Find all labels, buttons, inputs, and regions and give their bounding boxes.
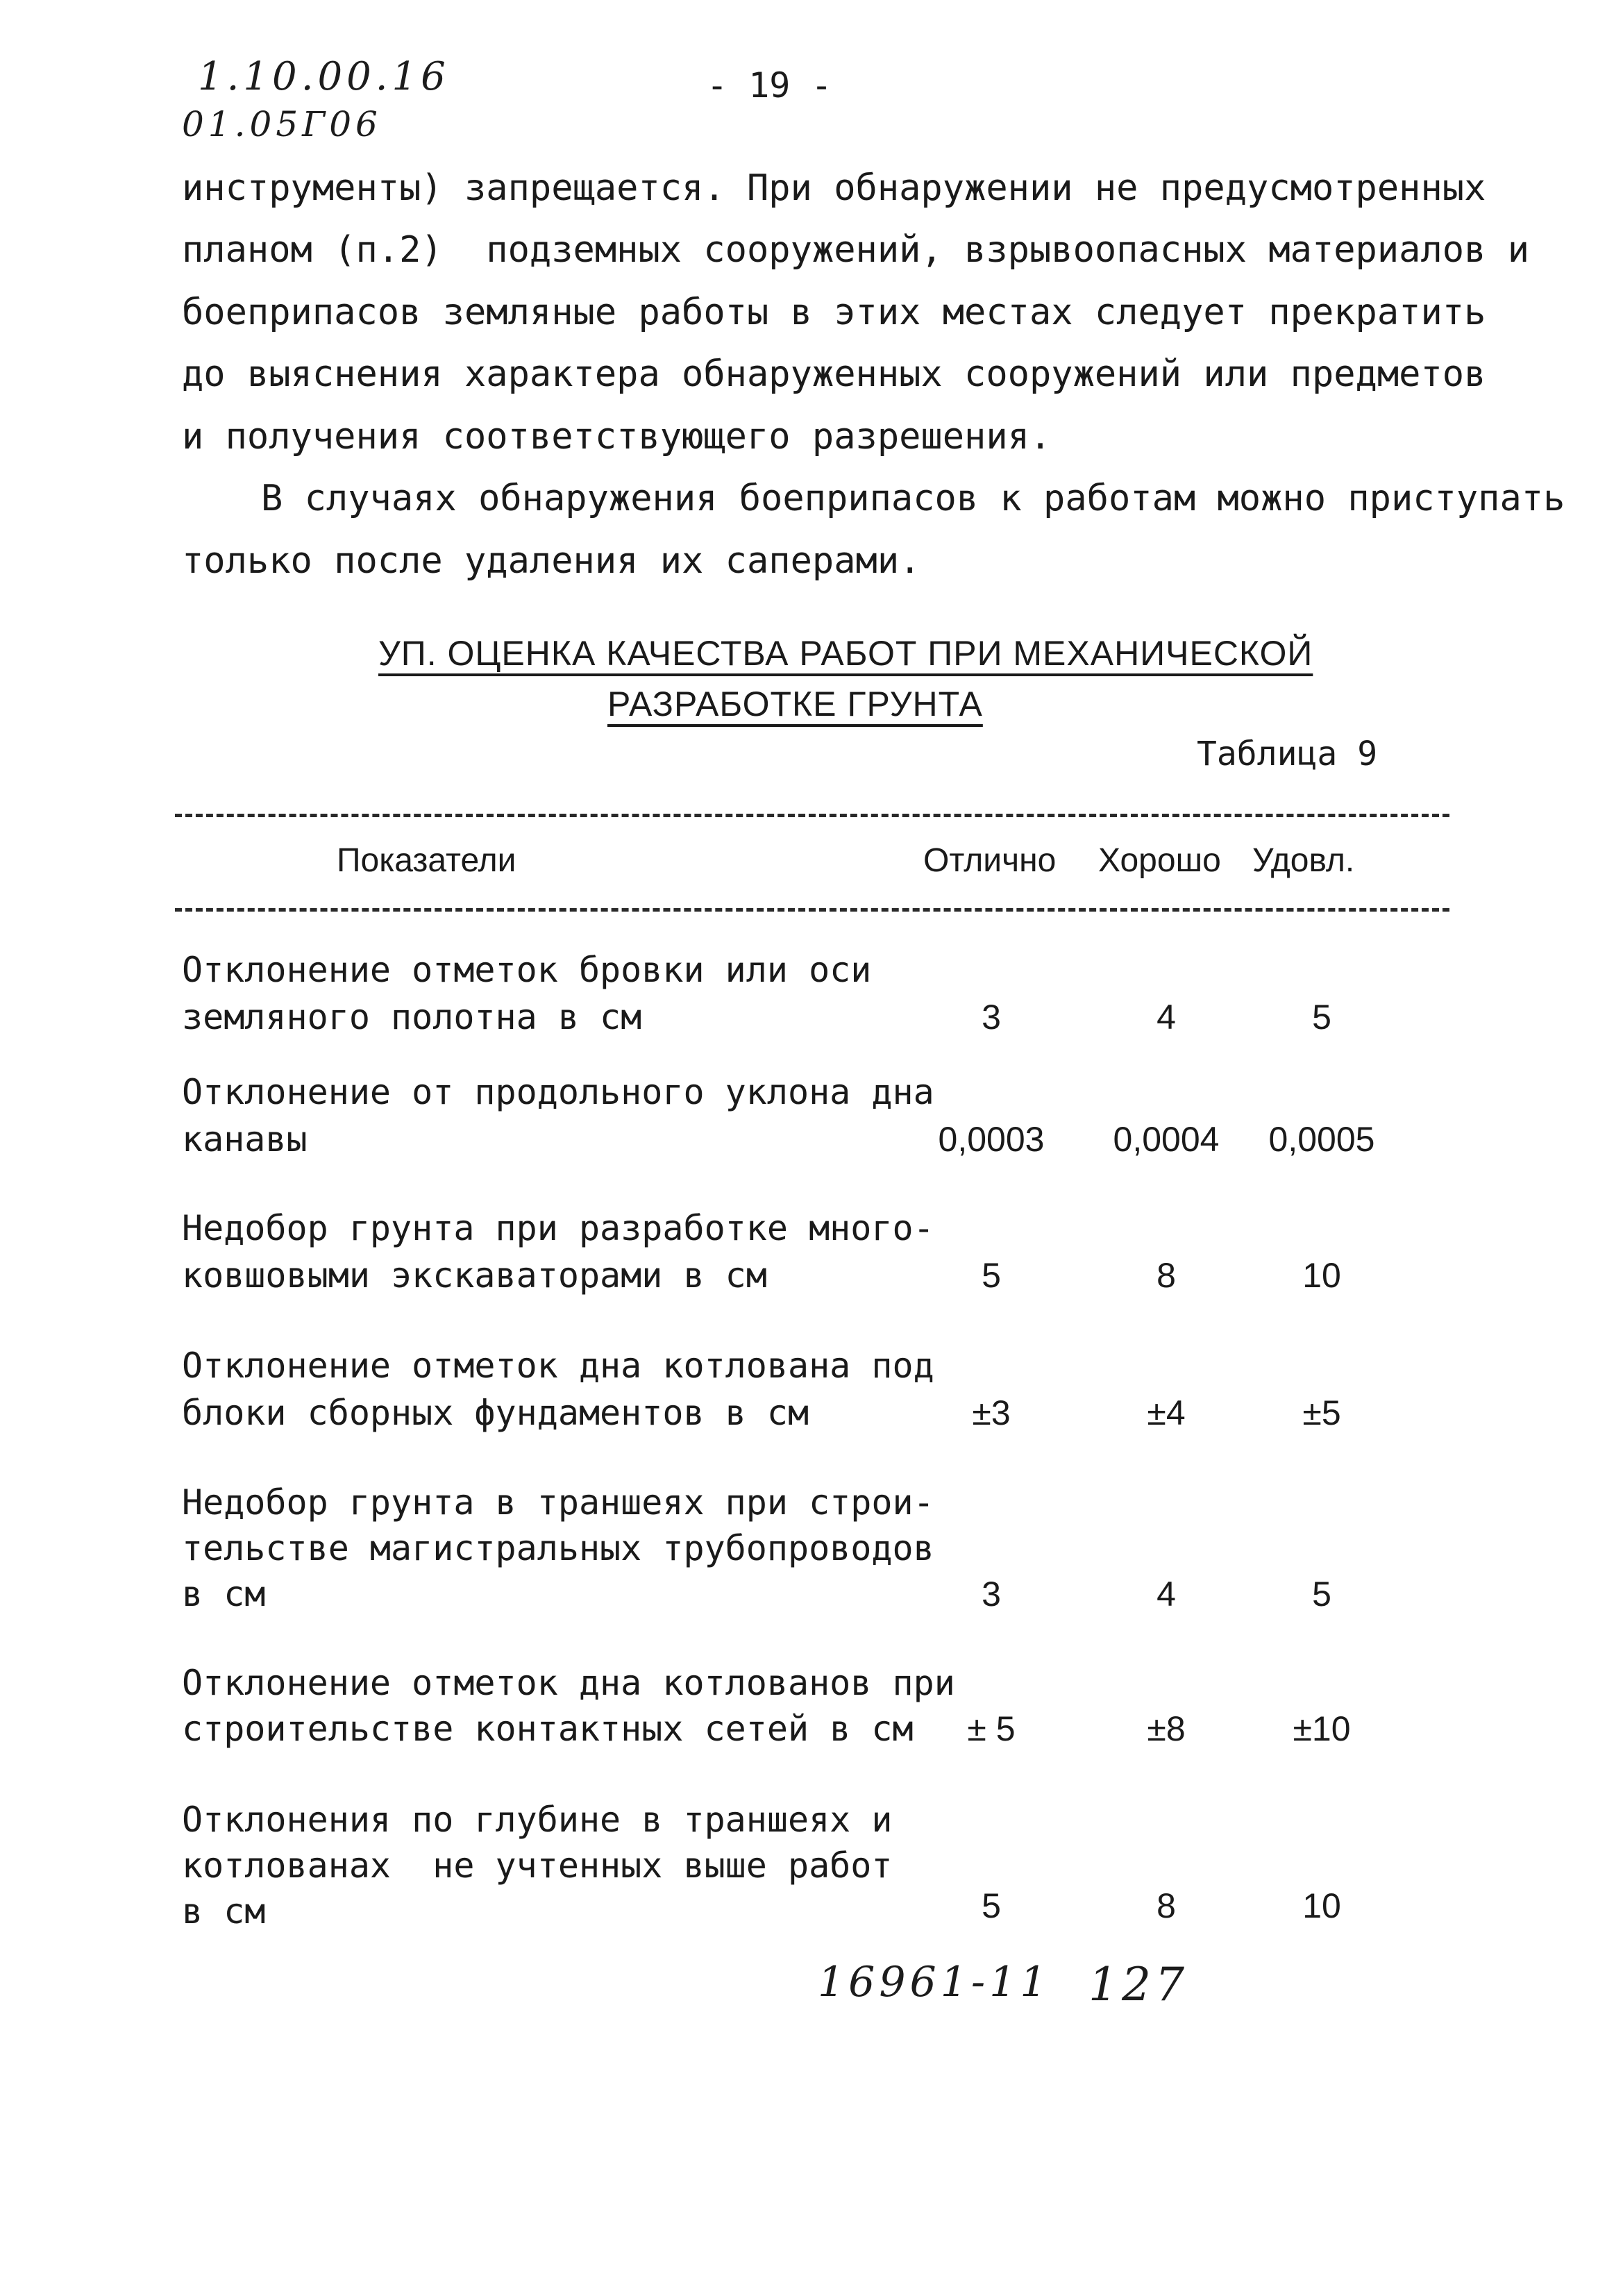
- cell-satisfactory: ±5: [1302, 1393, 1341, 1432]
- table-rule-top: [175, 814, 1449, 817]
- cell-satisfactory: 5: [1312, 1575, 1331, 1614]
- table-rule-header: [175, 908, 1449, 912]
- cell-good: 8: [1157, 1886, 1176, 1925]
- row-label-line: Недобор грунта в траншеях при строи-: [182, 1482, 934, 1523]
- row-label-line: блоки сборных фундаментов в см: [182, 1393, 809, 1433]
- row-label-line: канавы: [182, 1119, 308, 1159]
- header-good: Хорошо: [1098, 842, 1221, 879]
- row-label-line: ковшовыми экскаваторами в см: [182, 1255, 767, 1296]
- paragraph-line: только после удаления их саперами.: [182, 540, 921, 582]
- paragraph-line: планом (п.2) подземных сооружений, взрывоопасных материалов и: [182, 229, 1530, 271]
- cell-good: 8: [1157, 1256, 1176, 1295]
- cell-good: ±4: [1147, 1393, 1186, 1432]
- cell-good: ±8: [1147, 1709, 1186, 1748]
- row-label-line: Отклонение отметок дна котлована под: [182, 1346, 934, 1386]
- row-label-line: Отклонение отметок дна котлованов при: [182, 1663, 955, 1703]
- header-satisfactory: Удовл.: [1252, 842, 1355, 879]
- footer-code: 16961-11: [818, 1958, 1051, 2006]
- paragraph-line: инструменты) запрещается. При обнаружении не предусмотренных: [182, 167, 1486, 209]
- doc-code-line1: 1.10.00.16: [198, 54, 450, 99]
- page-number: - 19 -: [707, 65, 832, 106]
- cell-satisfactory: 10: [1302, 1256, 1341, 1295]
- cell-good: 4: [1157, 998, 1176, 1037]
- row-label-line: Отклонения по глубине в траншеях и: [182, 1800, 893, 1840]
- header-indicator: Показатели: [337, 842, 516, 879]
- table-label: Таблица 9: [1197, 735, 1378, 773]
- cell-excellent: 5: [982, 1886, 1001, 1925]
- row-label-line: котлованах не учтенных выше работ: [182, 1845, 893, 1886]
- cell-good: 4: [1157, 1575, 1176, 1614]
- paragraph-line: боеприпасов земляные работы в этих местах следует прекратить: [182, 292, 1486, 333]
- section-title-line2: РАЗРАБОТКЕ ГРУНТА: [607, 685, 983, 723]
- cell-excellent: 0,0003: [938, 1120, 1045, 1159]
- row-label-line: в см: [182, 1574, 266, 1614]
- footer-number: 127: [1088, 1958, 1188, 2011]
- header-excellent: Отлично: [923, 842, 1057, 879]
- paragraph-line: до выяснения характера обнаруженных сооружений или предметов: [182, 353, 1486, 395]
- cell-satisfactory: 0,0005: [1268, 1120, 1375, 1159]
- row-label-line: тельстве магистральных трубопроводов: [182, 1528, 934, 1568]
- cell-excellent: 5: [982, 1256, 1001, 1295]
- cell-excellent: 3: [982, 998, 1001, 1037]
- cell-excellent: ± 5: [967, 1709, 1016, 1748]
- row-label-line: Отклонение от продольного уклона дна: [182, 1072, 934, 1112]
- cell-excellent: ±3: [972, 1393, 1011, 1432]
- row-label-line: строительстве контактных сетей в см: [182, 1709, 914, 1749]
- doc-code-line2: 01.05Г06: [182, 104, 382, 144]
- row-label-line: в см: [182, 1891, 266, 1932]
- row-label-line: земляного полотна в см: [182, 997, 642, 1037]
- paragraph-line: В случаях обнаружения боеприпасов к работам можно приступать: [261, 478, 1565, 519]
- cell-good: 0,0004: [1113, 1120, 1220, 1159]
- cell-satisfactory: 10: [1302, 1886, 1341, 1925]
- row-label-line: Отклонение отметок бровки или оси: [182, 950, 872, 990]
- cell-satisfactory: ±10: [1293, 1709, 1351, 1748]
- row-label-line: Недобор грунта при разработке много-: [182, 1208, 934, 1248]
- cell-excellent: 3: [982, 1575, 1001, 1614]
- paragraph-line: и получения соответствующего разрешения.: [182, 416, 1052, 458]
- cell-satisfactory: 5: [1312, 998, 1331, 1037]
- section-title-line1: УП. ОЦЕНКА КАЧЕСТВА РАБОТ ПРИ МЕХАНИЧЕСКОЙ: [378, 634, 1313, 673]
